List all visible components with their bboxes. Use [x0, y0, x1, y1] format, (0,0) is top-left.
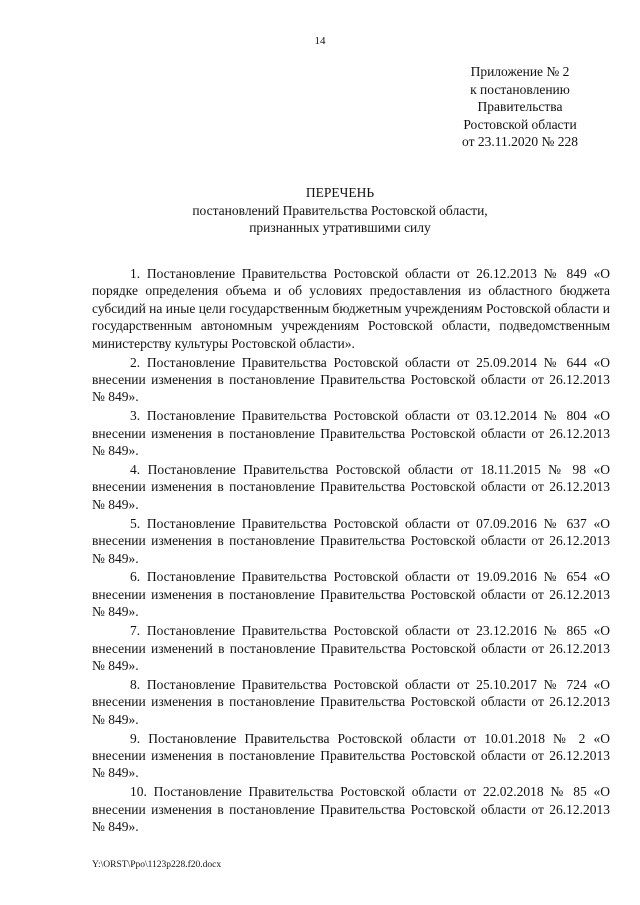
list-item: 9. Постановление Правительства Ростовской области от 10.01.2018 № 2 «О внесении изменения в постановление Правительства Ростовской области от 26.12.2013 № 849».: [92, 730, 610, 781]
appendix-block: [445, 63, 595, 151]
list-item: 2. Постановление Правительства Ростовской области от 25.09.2014 № 644 «О внесении изменения в постановление Правительства Ростовской области от 26.12.2013 № 849».: [92, 354, 610, 405]
document-title: ПЕРЕЧЕНЬ: [305, 185, 375, 200]
list-item: 4. Постановление Правительства Ростовской области от 18.11.2015 № 98 «О внесении изменения в постановление Правительства Ростовской области от 26.12.2013 № 849».: [92, 461, 610, 512]
file-path-footer: Y:\ORST\Ppo\1123p228.f20.docx: [92, 860, 222, 870]
list-item: 10. Постановление Правительства Ростовской области от 22.02.2018 № 85 «О внесении изменения в постановление Правительства Ростовской области от 26.12.2013 № 849».: [92, 784, 610, 835]
list-item: 3. Постановление Правительства Ростовской области от 03.12.2014 № 804 «О внесении изменения в постановление Правительства Ростовской области от 26.12.2013 № 849».: [92, 408, 610, 459]
list-item: 1. Постановление Правительства Ростовской области от 26.12.2013 № 849 «О порядке определения объема и об условиях предоставления из областного бюджета субсидий на иные цели государственным бюджетным учреждениям Ростовской области и государственным автономным учреждениям Ростовской области, подведомственным министерству культуры Ростовской области».: [92, 266, 610, 351]
resolution-list: [92, 265, 610, 837]
appendix-government: Правительства: [477, 99, 563, 114]
appendix-number: Приложение № 2: [470, 64, 570, 79]
list-item: 8. Постановление Правительства Ростовской области от 25.10.2017 № 724 «О внесении изменения в постановление Правительства Ростовской области от 26.12.2013 № 849».: [92, 676, 610, 727]
page-number: 14: [314, 35, 326, 47]
document-subtitle-line-1: постановлений Правительства Ростовской области,: [192, 202, 488, 218]
document-heading: [60, 184, 620, 237]
list-item: 5. Постановление Правительства Ростовской области от 07.09.2016 № 637 «О внесении изменения в постановление Правительства Ростовской области от 26.12.2013 № 849».: [92, 515, 610, 566]
list-item: 6. Постановление Правительства Ростовской области от 19.09.2016 № 654 «О внесении изменения в постановление Правительства Ростовской области от 26.12.2013 № 849».: [92, 569, 610, 620]
appendix-region: Ростовской области: [463, 116, 577, 132]
list-item: 7. Постановление Правительства Ростовской области от 23.12.2016 № 865 «О внесении изменений в постановление Правительства Ростовской области от 26.12.2013 № 849».: [92, 623, 610, 673]
document-subtitle-line-2: признанных утратившими силу: [249, 220, 431, 235]
appendix-date-number: от 23.11.2020 № 228: [462, 134, 578, 149]
appendix-to-resolution: к постановлению: [470, 81, 570, 97]
